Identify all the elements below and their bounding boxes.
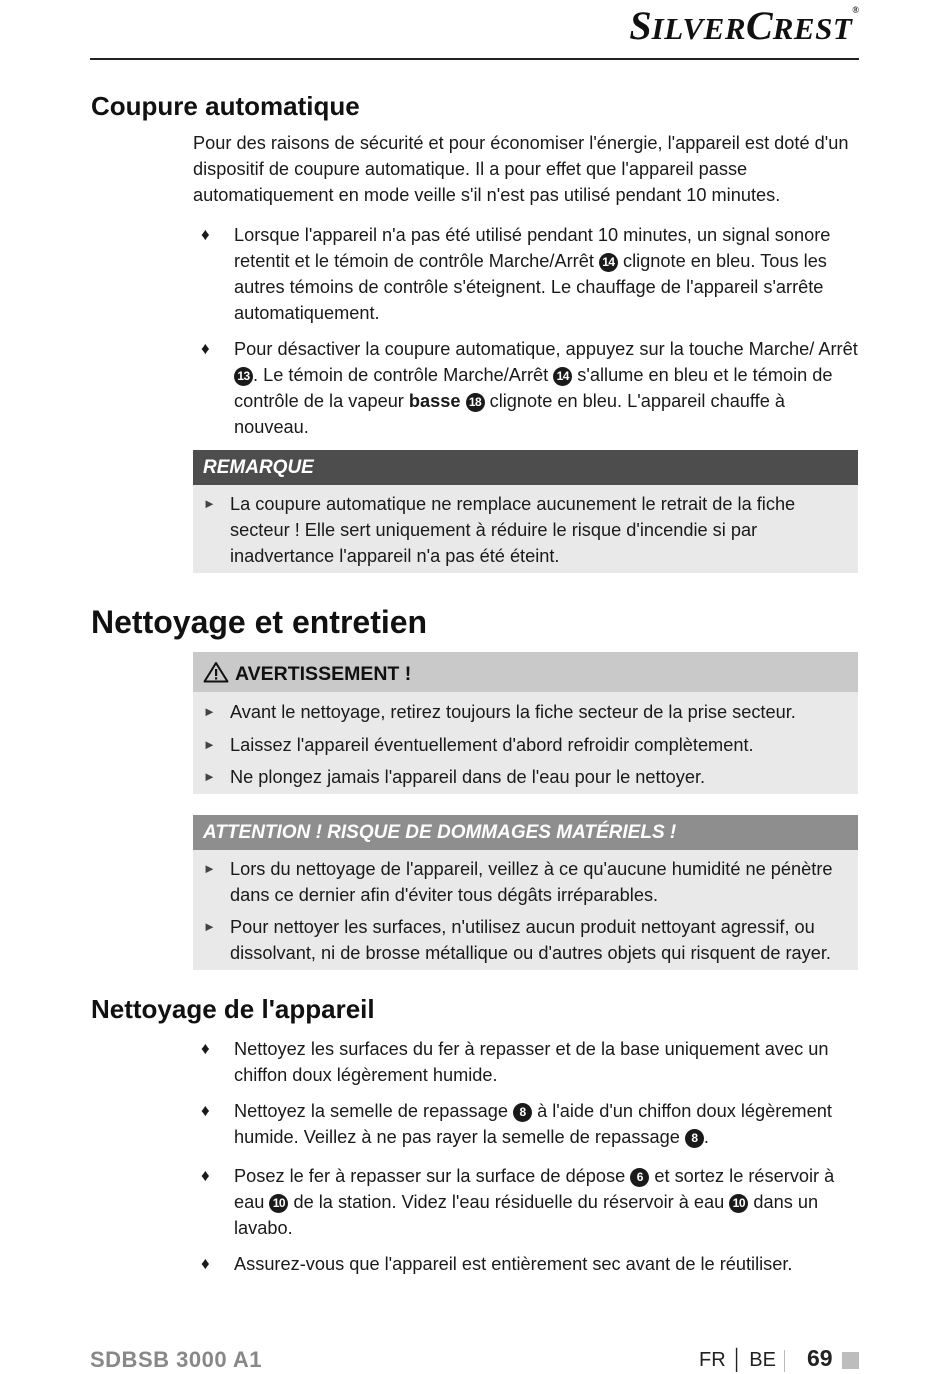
arrow-bullet-icon: ► — [203, 861, 216, 876]
remarque-text: La coupure automatique ne remplace aucunement le retrait de la fiche secteur ! Elle sert uniquement à réduire le risque d'incendie si par inadvertance l'appareil n'a pas été éteint. — [230, 494, 796, 566]
list-item-text: Pour désactiver la coupure automatique, appuyez sur la touche Marche/ Arrêt 13 . Le témoin de contrôle Marche/Arrêt 14 s'allume en bleu et le témoin de contrôle de la vapeur basse 18 clignote en bleu. L'appareil chauffe à nouveau. — [234, 339, 858, 437]
list-item-text: Nettoyez les surfaces du fer à repasser et de la base uniquement avec un chiffon doux légèrement humide. — [234, 1039, 829, 1085]
section-title-coupure: Coupure automatique — [91, 91, 360, 121]
page-number: 69 — [807, 1345, 833, 1371]
list-item-text: Ne plongez jamais l'appareil dans de l'eau pour le nettoyer. — [230, 767, 706, 787]
part-number-badge: 14 — [553, 367, 572, 386]
part-number-badge: 8 — [685, 1129, 704, 1148]
diamond-bullet-icon: ♦ — [201, 1039, 210, 1058]
list-item-text: Posez le fer à repasser sur la surface de dépose 6 et sortez le réservoir à eau 10 de la station. Videz l'eau résiduelle du réservoir à eau 10 dans un lavabo. — [234, 1166, 835, 1238]
footer-language-codes: FR │ BE — [699, 1349, 776, 1371]
part-number-badge: 18 — [466, 393, 485, 412]
avertissement-title: AVERTISSEMENT ! — [193, 652, 858, 692]
remarque-title: REMARQUE — [193, 450, 858, 485]
list-item-text: Lorsque l'appareil n'a pas été utilisé pendant 10 minutes, un signal sonore retentit et le témoin de contrôle Marche/Arrêt 14 clignote en bleu. Tous les autres témoins de contrôle s'éteignent. Le chauffage de l'appareil s'arrête automatiquement. — [234, 225, 831, 323]
arrow-bullet-icon: ► — [203, 737, 216, 752]
diamond-bullet-icon: ♦ — [201, 1166, 210, 1185]
footer-model-number: SDBSB 3000 A1 — [90, 1347, 262, 1372]
part-number-badge: 6 — [630, 1168, 649, 1187]
list-item-text: Nettoyez la semelle de repassage 8 à l'aide d'un chiffon doux légèrement humide. Veillez à ne pas rayer la semelle de repassage 8 . — [234, 1101, 832, 1147]
list-item-text: Pour nettoyer les surfaces, n'utilisez aucun produit nettoyant agressif, ou dissolvant, ni de brosse métallique ou d'autres objets qui risquent de rayer. — [230, 917, 831, 963]
arrow-bullet-icon: ► — [203, 496, 216, 511]
part-number-badge: 14 — [599, 253, 618, 272]
list-item-text: Lors du nettoyage de l'appareil, veillez à ce qu'aucune humidité ne pénètre dans ce dernier afin d'éviter tous dégâts irréparables. — [230, 859, 833, 905]
attention-box — [193, 815, 858, 970]
avertissement-box — [193, 652, 858, 794]
diamond-bullet-icon: ♦ — [201, 339, 210, 358]
part-number-badge: 10 — [269, 1194, 288, 1213]
part-number-badge: 13 — [234, 367, 253, 386]
intro-paragraph: Pour des raisons de sécurité et pour économiser l'énergie, l'appareil est doté d'un dispositif de coupure automatique. Il a pour effet que l'appareil passe automatiquement en mode veille s'il n'est pas utilisé pendant 10 minutes. — [193, 133, 849, 205]
header-rule — [90, 58, 859, 60]
arrow-bullet-icon: ► — [203, 769, 216, 784]
brand-logo: SILVERCREST® — [629, 3, 859, 48]
list-item-text: Laissez l'appareil éventuellement d'abord refroidir complètement. — [230, 735, 754, 755]
section-title-nettoyage-entretien: Nettoyage et entretien — [91, 604, 428, 640]
diamond-bullet-icon: ♦ — [201, 1101, 210, 1120]
footer-separator — [784, 1350, 785, 1372]
diamond-bullet-icon: ♦ — [201, 1254, 210, 1273]
arrow-bullet-icon: ► — [203, 919, 216, 934]
arrow-bullet-icon: ► — [203, 704, 216, 719]
part-number-badge: 10 — [729, 1194, 748, 1213]
part-number-badge: 8 — [513, 1103, 532, 1122]
warning-triangle-icon — [203, 661, 229, 683]
list-item-text: Assurez-vous que l'appareil est entièrement sec avant de le réutiliser. — [234, 1254, 793, 1274]
diamond-bullet-icon: ♦ — [201, 225, 210, 244]
remarque-box — [193, 450, 858, 573]
section-title-nettoyage-appareil: Nettoyage de l'appareil — [91, 994, 375, 1024]
footer-square-marker — [842, 1352, 859, 1369]
attention-title: ATTENTION ! RISQUE DE DOMMAGES MATÉRIELS ! — [193, 815, 858, 850]
list-item-text: Avant le nettoyage, retirez toujours la fiche secteur de la prise secteur. — [230, 702, 796, 722]
